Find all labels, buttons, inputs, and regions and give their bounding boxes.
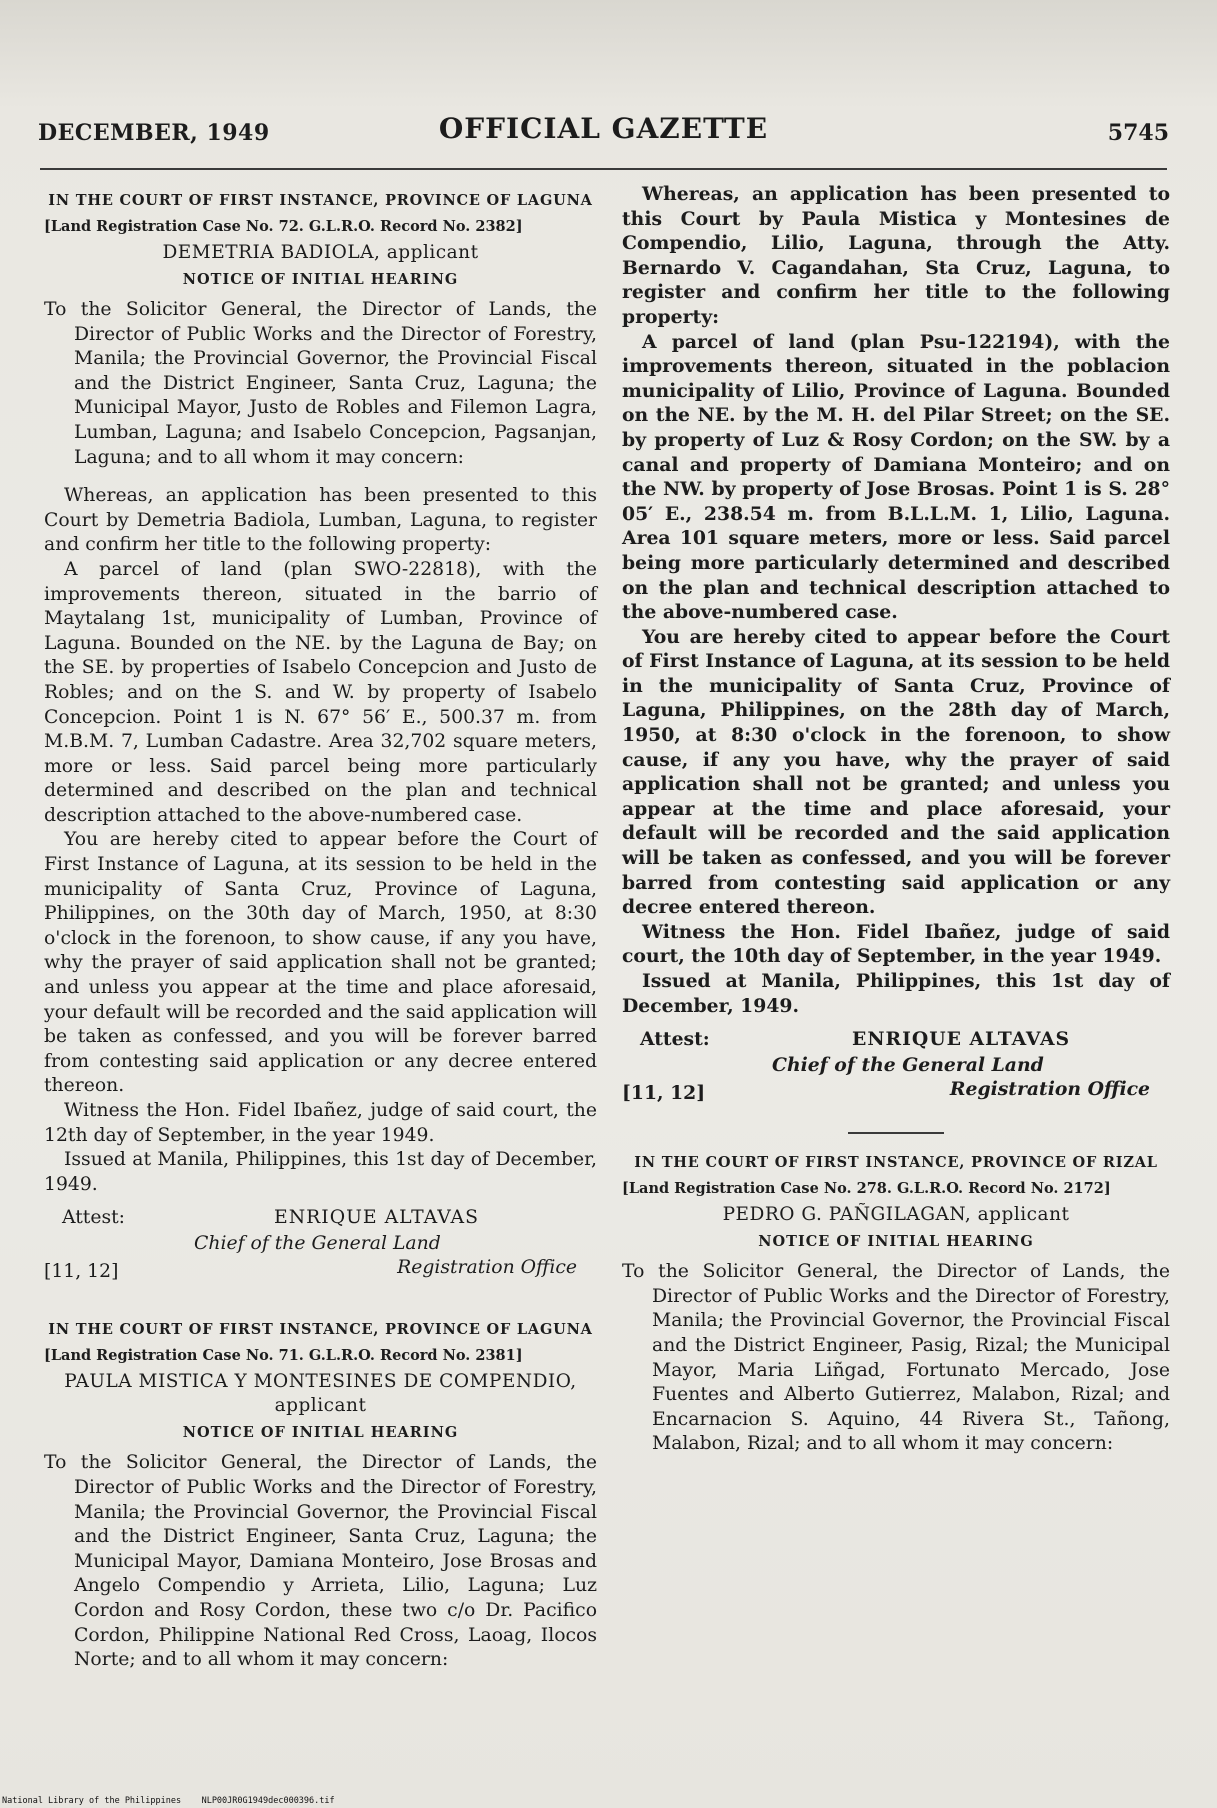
attest-label: Attest: <box>640 1028 710 1051</box>
notice-3 <box>622 1154 1170 1457</box>
case-number: [Land Registration Case No. 278. G.L.R.O. Record No. 2172] <box>622 1180 1111 1198</box>
notice-2 <box>44 1321 597 1672</box>
court-heading: IN THE COURT OF FIRST INSTANCE, PROVINCE OF RIZAL <box>634 1154 1158 1172</box>
addressee-text: To the Solicitor General, the Director of Lands, the Director of Public Works and the Director of Forestry, Manila; the Provincial Governor, the Provincial Fiscal and the District Engineer, Santa Cruz, Laguna; the Municipal Mayor, Damiana Monteiro, Jose Brosas and Angelo Compendio y Arrieta, Lilio, Laguna; Luz Cordon and Rosy Cordon, these two c/o Dr. Pacifico Cordon, Philippine National Red Cross, Laoag, Ilocos Norte; and to all whom it may concern: <box>44 1452 597 1671</box>
applicant-name: PAULA MISTICA Y MONTESINES DE COMPENDIO, applicant <box>64 1371 577 1417</box>
attest-title-line-1: Chief of the General Land <box>772 1054 1044 1077</box>
left-column <box>44 182 597 1687</box>
notice-title: NOTICE OF INITIAL HEARING <box>182 1424 459 1442</box>
application-paragraph: Whereas, an application has been presented to this Court by Demetria Badiola, Lumban, Laguna, to register and confirm her title to the following property: <box>44 485 597 556</box>
issued-paragraph: Issued at Manila, Philippines, this 1st day of December, 1949. <box>44 1149 597 1195</box>
court-heading: IN THE COURT OF FIRST INSTANCE, PROVINCE OF LAGUNA <box>48 192 593 209</box>
citation-paragraph: You are hereby cited to appear before the Court of First Instance of Laguna, at its session to be held in the municipality of Santa Cruz, Province of Laguna, Philippines, on the 28th day of March, 1950, at 8:30 o'clock in the forenoon, to show cause, if any you have, why the prayer of said application shall not be granted; and unless you appear at the time and place aforesaid, your default will be recorded and the said application will be taken as confessed, and you will be forever barred from contesting said application or any decree entered thereon. <box>622 625 1171 919</box>
attest-label: Attest: <box>62 1207 125 1229</box>
attest-title-line-2: Registration Office <box>397 1257 577 1279</box>
issued-paragraph: Issued at Manila, Philippines, this 1st day of December, 1949. <box>622 970 1170 1017</box>
applicant-name: DEMETRIA BADIOLA, applicant <box>162 242 479 263</box>
addressee-paragraph: To the Solicitor General, the Director of Lands, the Director of Public Works and the Director of Forestry, Manila; the Provincial Governor, the Provincial Fiscal and the District Engineer, Santa Cruz, Laguna; the Municipal Mayor, Justo de Robles and Filemon Lagra, Lumban, Laguna; and Isabelo Concepcion, Pagsanjan, Laguna; and to all whom it may concern: <box>44 299 597 468</box>
addressee-paragraph <box>44 1451 597 1672</box>
issue-numbers: [11, 12] <box>44 1261 119 1283</box>
header-rule <box>40 168 1167 170</box>
attest-name: ENRIQUE ALTAVAS <box>274 1207 479 1229</box>
notice-1 <box>44 192 597 1285</box>
applicant-name: PEDRO G. PAÑGILAGAN, applicant <box>722 1204 1070 1226</box>
notice-title: NOTICE OF INITIAL HEARING <box>182 271 459 288</box>
section-divider <box>848 1132 944 1134</box>
property-paragraph: A parcel of land (plan Psu-122194), with the improvements thereon, situated in the poblacion municipality of Lilio, Province of Laguna. Bounded on the NE. by the M. H. del Pilar Street; on the SE. by property of Luz & Rosy Cordon; on the SW. by a canal and property of Damiana Monteiro; and on the NW. by property of Jose Brosas. Point 1 is S. 28° 05′ E., 238.54 m. from B.L.L.M. 1, Lilio, Laguna. Area 101 square meters, more or less. Said parcel being more particularly determined and described on the plan and technical description attached to the above-numbered case. <box>622 330 1170 624</box>
section-spacer <box>44 1285 597 1311</box>
scan-footer: National Library of the Philippines NLP00JR0G1949dec000396.tif <box>2 1796 335 1806</box>
attest-title-line-2: Registration Office <box>949 1078 1150 1101</box>
property-paragraph: A parcel of land (plan SWO-22818), with the improvements thereon, situated in the barrio of Maytalang 1st, municipality of Lumban, Province of Laguna. Bounded on the NE. by the Laguna de Bay; on the SE. by properties of Isabelo Concepcion and Justo de Robles; and on the S. and W. by property of Isabelo Concepcion. Point 1 is N. 67° 56′ E., 500.37 m. from M.B.M. 7, Lumban Cadastre. Area 32,702 square meters, more or less. Said parcel being more particularly determined and described on the plan and technical description attached to the above-numbered case. <box>44 558 597 826</box>
case-number: [Land Registration Case No. 71. G.L.R.O. Record No. 2381] <box>44 1347 523 1365</box>
attestation-block <box>44 1203 597 1285</box>
notice-title: NOTICE OF INITIAL HEARING <box>758 1233 1034 1251</box>
header-date: DECEMBER, 1949 <box>38 120 270 146</box>
witness-paragraph: Witness the Hon. Fidel Ibañez, judge of said court, the 10th day of September, in the year 1949. <box>622 920 1170 968</box>
page-number: 5745 <box>1107 120 1169 146</box>
page-header <box>38 112 1169 152</box>
citation-paragraph: You are hereby cited to appear before the Court of First Instance of Laguna, at its session to be held in the municipality of Santa Cruz, Province of Laguna, Philippines, on the 30th day of March, 1950, at 8:30 o'clock in the forenoon, to show cause, if any you have, why the prayer of said application shall not be granted; and unless you appear at the time and place aforesaid, your default will be recorded and the said application will be taken as confessed, and you will be forever barred from contesting said application or any decree entered thereon. <box>44 829 597 1097</box>
notice-2-continued <box>622 182 1170 1106</box>
application-paragraph: Whereas, an application has been presented to this Court by Paula Mistica y Montesines de Compendio, Lilio, Laguna, through the Atty. Bernardo V. Cagandahan, Sta Cruz, Laguna, to register and confirm her title to the following property: <box>622 183 1170 328</box>
attestation-block <box>622 1024 1170 1106</box>
court-heading: IN THE COURT OF FIRST INSTANCE, PROVINCE OF LAGUNA <box>48 1321 593 1339</box>
right-column <box>622 182 1170 1471</box>
addressee-paragraph: To the Solicitor General, the Director of Lands, the Director of Public Works and the Director of Forestry, Manila; the Provincial Governor, the Provincial Fiscal and the District Engineer, Pasig, Rizal; the Municipal Mayor, Maria Liñgad, Fortunato Mercado, Jose Fuentes and Alberto Gutierrez, Malabon, Rizal; and Encarnacion S. Aquino, 44 Rivera St., Tañong, Malabon, Rizal; and to all whom it may concern: <box>622 1261 1170 1455</box>
issue-numbers: [11, 12] <box>622 1082 706 1105</box>
case-number: [Land Registration Case No. 72. G.L.R.O. Record No. 2382] <box>44 218 523 235</box>
header-title: OFFICIAL GAZETTE <box>438 112 769 145</box>
attest-title-line-1: Chief of the General Land <box>194 1233 441 1255</box>
attest-name: ENRIQUE ALTAVAS <box>852 1028 1071 1051</box>
witness-paragraph: Witness the Hon. Fidel Ibañez, judge of said court, the 12th day of September, in the year 1949. <box>44 1100 597 1146</box>
